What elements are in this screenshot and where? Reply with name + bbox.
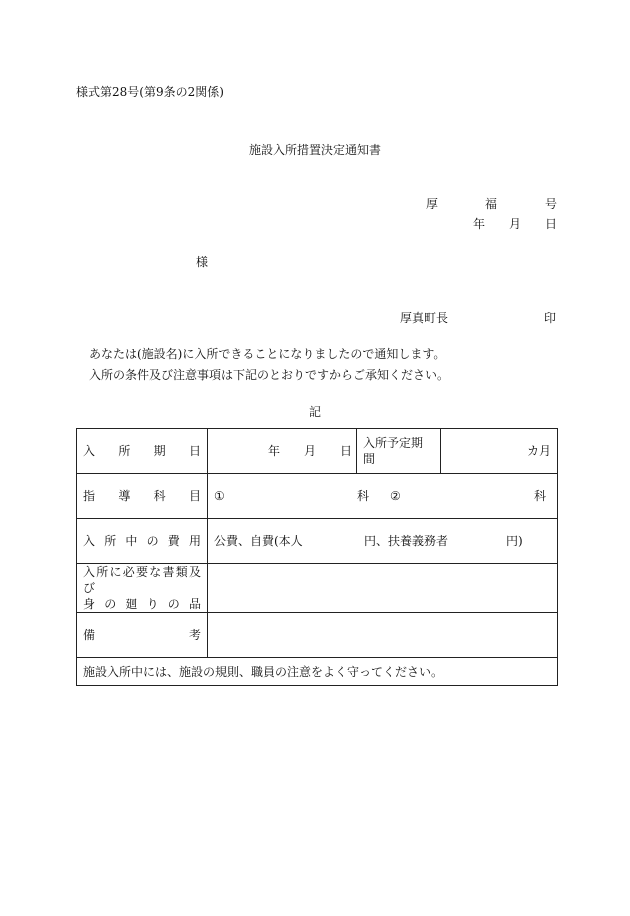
ki-heading: 記 <box>308 405 321 419</box>
subjects-row <box>77 474 558 519</box>
documents-value <box>208 564 558 613</box>
body-text-line-1: あなたは(施設名)に入所できることになりましたので通知します。 <box>89 347 446 361</box>
subject-2-mark: ② <box>390 489 401 503</box>
notice-text: 施設入所中には、施設の規則、職員の注意をよく守ってください。 <box>77 658 558 686</box>
cost-value <box>208 519 558 564</box>
admission-date-label: 入所期日 <box>77 429 208 474</box>
subject-2-unit: 科 <box>534 489 547 503</box>
admission-day: 日 <box>340 444 353 458</box>
admission-date-value <box>208 429 357 474</box>
date-year: 年 <box>473 217 486 231</box>
documents-row <box>77 564 558 613</box>
expected-period-label: 入所予定期間 <box>357 429 441 474</box>
date-day: 日 <box>545 217 558 231</box>
reference-suffix: 号 <box>545 197 558 211</box>
subject-1-mark: ① <box>214 489 225 503</box>
addressee-honorific: 様 <box>196 255 209 269</box>
cost-label: 入所中の費用 <box>77 519 208 564</box>
documents-label-line-2: 身の廻りの品 <box>83 597 201 611</box>
cost-self-text: 公費、自費(本人 <box>214 534 303 548</box>
subjects-label: 指導科目 <box>77 474 208 519</box>
admission-date-row <box>77 429 558 474</box>
form-number: 様式第28号(第9条の2関係) <box>76 85 224 99</box>
seal-mark: 印 <box>544 311 557 325</box>
reference-prefix: 厚 <box>426 197 439 211</box>
remarks-row <box>77 613 558 658</box>
reference-division: 福 <box>485 197 498 211</box>
admission-year: 年 <box>268 444 281 458</box>
notice-row <box>77 658 558 686</box>
cost-close-text: 円) <box>506 534 523 548</box>
date-month: 月 <box>509 217 522 231</box>
documents-label-line-1: 入所に必要な書類及び <box>83 565 201 595</box>
body-text-line-2: 入所の条件及び注意事項は下記のとおりですからご承知ください。 <box>89 368 450 382</box>
cost-row <box>77 519 558 564</box>
subject-1-unit: 科 <box>357 489 370 503</box>
issuer-name: 厚真町長 <box>400 311 449 325</box>
page-title: 施設入所措置決定通知書 <box>248 143 381 157</box>
expected-period-value: カ月 <box>441 429 558 474</box>
admission-details-table <box>76 428 558 686</box>
remarks-value <box>208 613 558 658</box>
subjects-value <box>208 474 558 519</box>
documents-label <box>77 564 208 613</box>
admission-month: 月 <box>304 444 317 458</box>
remarks-label: 備考 <box>77 613 208 658</box>
cost-guardian-text: 円、扶養義務者 <box>364 534 449 548</box>
